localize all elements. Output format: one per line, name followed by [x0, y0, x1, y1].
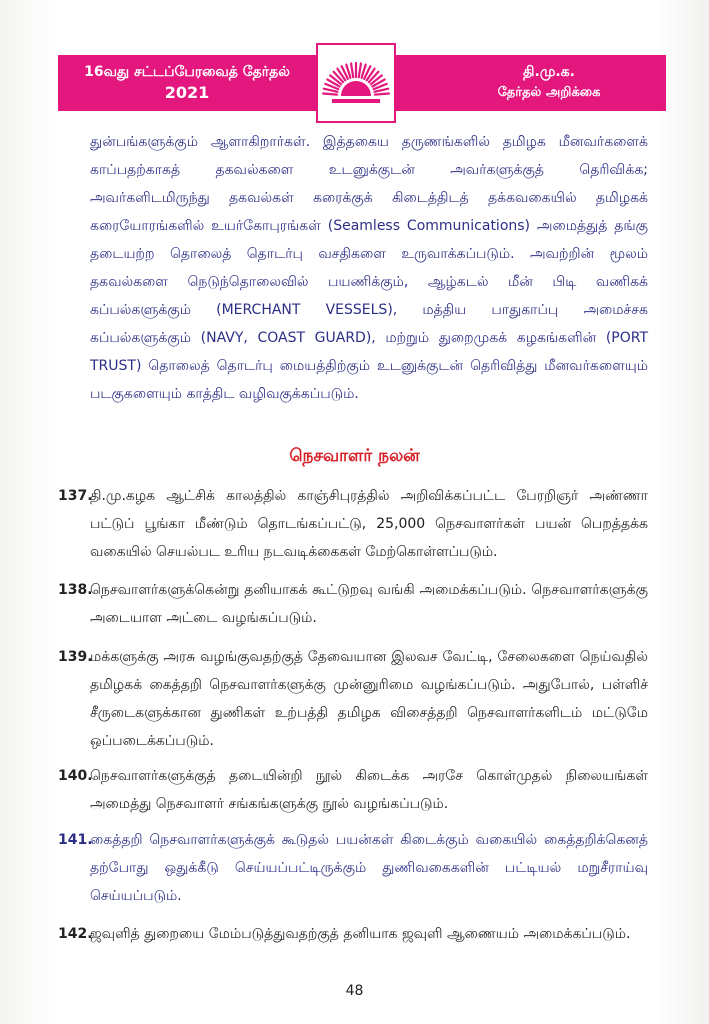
- item-text: ஜவுளித் துறையை மேம்படுத்துவதற்குத் தனியாக ஜவுளி ஆணையம் அமைக்கப்படும்.: [90, 926, 631, 942]
- item-text: மக்களுக்கு அரசு வழங்குவதற்குத் தேவையான இலவச வேட்டி, சேலைகளை நெய்வதில் தமிழகக் கைத்தறி நெசவாளர்களுக்கு முன்னுரிமை வழங்கப்படும். அதுபோல், பள்ளிச் சீருடைகளுக்கான துணிகள் உற்பத்தி தமிழக விசைத்தறி நெசவாளர்களிடம் மட்டுமே ஒப்படைக்கப்படும்.: [90, 649, 648, 749]
- sun-ray: [375, 89, 389, 92]
- header-election-title: [58, 62, 316, 104]
- item-text: தி.மு.கழக ஆட்சிக் காலத்தில் காஞ்சிபுரத்தில் அறிவிக்கப்பட்ட பேரறிஞர் அண்ணா பட்டுப் பூங்கா மீண்டும் தொடங்கப்பட்டு, 25,000 நெசவாளர்கள் பயன் பெறத்தக்க வகையில் செயல்பட உரிய நடவடிக்கைகள் மேற்கொள்ளப்படும்.: [90, 488, 648, 560]
- header-election-year: 2021: [164, 83, 210, 102]
- intro-paragraph: துன்பங்களுக்கும் ஆளாகிறார்கள். இத்தகைய தருணங்களில் தமிழக மீனவர்களைக் காப்பதற்காகத் தகவல்களை உடனுக்குடன் அவர்களுக்குத் தெரிவிக்க; அவர்களிடமிருந்து தகவல்கள் கரைக்குக் கிடைத்திடத் தக்கவகையில் தமிழகக் கரையோரங்களில் உயர்கோபுரங்கள் (Seamless Communications) அமைத்துத் தங்கு தடையற்ற தொலைத் தொடர்பு வசதிகளை உருவாக்கப்படும். அவற்றின் மூலம் தகவல்களை நெடுந்தொலைவில் பயணிக்கும், ஆழ்கடல் மீன் பிடி வணிகக் கப்பல்களுக்கும் (MERCHANT VESSELS), மத்திய பாதுகாப்பு அமைச்சக கப்பல்களுக்கும் (NAVY, COAST GUARD), மற்றும் துறைமுகக் கழகங்களின் (PORT TRUST) தொலைத் தொடர்பு மையத்திற்கும் உடனுக்குடன் தெரிவித்து மீனவர்களையும் படகுகளையும் காத்திட வழிவகுக்கப்படும்.: [90, 134, 648, 402]
- sun-ray: [359, 63, 361, 77]
- item-number: 142.: [58, 926, 93, 942]
- item-text: நெசவாளர்களுக்கென்று தனியாகக் கூட்டுறவு வங்கி அமைக்கப்படும். நெசவாளர்களுக்கு அடையாள அட்டை வழங்கப்படும்.: [90, 582, 648, 626]
- manifesto-item-142: [58, 920, 648, 948]
- header-manifesto-title: [432, 62, 666, 104]
- manifesto-item-137: [58, 482, 648, 566]
- rising-sun-logo-icon: [318, 45, 394, 121]
- manifesto-item-140: [58, 762, 648, 818]
- manifesto-item-141: [58, 826, 648, 910]
- sun-ray: [375, 94, 389, 95]
- party-logo: [316, 43, 396, 123]
- item-number: 141.: [58, 832, 93, 848]
- item-number: 138.: [58, 582, 93, 598]
- sun-ray: [324, 89, 338, 92]
- header-manifesto-label: தேர்தல் அறிக்கை: [497, 85, 601, 100]
- item-number: 137.: [58, 488, 93, 504]
- section-title-weavers-welfare: நெசவாளர் நலன்: [289, 446, 420, 466]
- manifesto-item-138: [58, 576, 648, 632]
- item-number: 139.: [58, 649, 93, 665]
- item-text: கைத்தறி நெசவாளர்களுக்குக் கூடுதல் பயன்கள் கிடைக்கும் வகையில் கைத்தறிக்கெனத் தற்போது ஒதுக்கீடு செய்யப்பட்டிருக்கும் துணிவகைகளின் பட்டியல் மறுசீராய்வு செய்யப்படும்.: [90, 832, 648, 904]
- page-number: 48: [345, 983, 364, 999]
- header-party-name: தி.மு.க.: [523, 64, 575, 80]
- item-number: 140.: [58, 768, 93, 784]
- header-election-name: 16வது சட்டப்பேரவைத் தேர்தல்: [84, 64, 290, 80]
- item-text: நெசவாளர்களுக்குத் தடையின்றி நூல் கிடைக்க அரசே கொள்முதல் நிலையங்கள் அமைத்து நெசவாளர் சங்கங்களுக்கு நூல் வழங்கப்படும்.: [90, 768, 648, 812]
- sun-ray: [351, 63, 353, 77]
- manifesto-item-139: [58, 643, 648, 755]
- sun-ray: [323, 94, 337, 95]
